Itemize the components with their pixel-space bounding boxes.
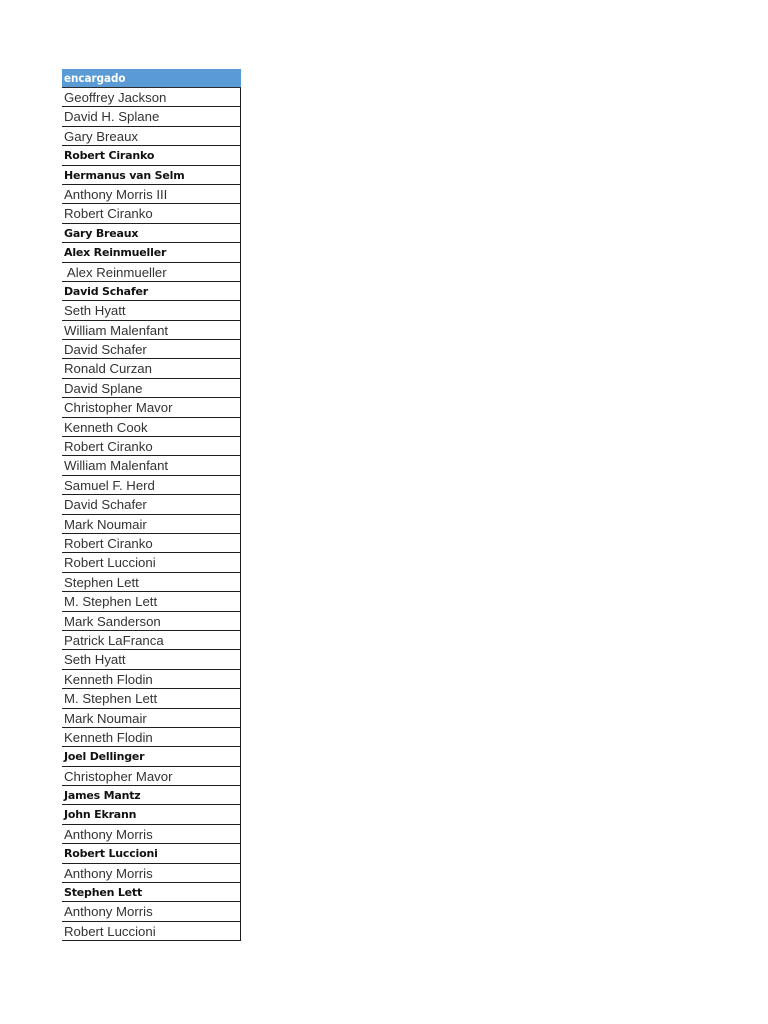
table-cell[interactable]: Anthony Morris xyxy=(62,902,241,921)
table-body xyxy=(62,88,241,941)
table-cell[interactable]: Anthony Morris xyxy=(62,864,241,883)
table-cell[interactable]: Anthony Morris xyxy=(62,825,241,844)
table-cell[interactable]: Robert Ciranko xyxy=(62,204,241,223)
table-cell[interactable]: David Schafer xyxy=(62,495,241,514)
table-cell[interactable]: Geoffrey Jackson xyxy=(62,88,241,107)
table-cell[interactable]: Samuel F. Herd xyxy=(62,476,241,495)
table-cell[interactable]: Robert Ciranko xyxy=(62,437,241,456)
table-cell[interactable]: Alex Reinmueller xyxy=(62,243,241,262)
table-cell[interactable]: Mark Sanderson xyxy=(62,612,241,631)
table-cell[interactable]: M. Stephen Lett xyxy=(62,689,241,708)
table-cell[interactable]: M. Stephen Lett xyxy=(62,592,241,611)
column-header-encargado[interactable]: encargado xyxy=(62,69,241,88)
table-cell[interactable]: Stephen Lett xyxy=(62,573,241,592)
table-cell[interactable]: Christopher Mavor xyxy=(62,767,241,786)
table-cell[interactable]: Seth Hyatt xyxy=(62,301,241,320)
table-cell[interactable]: Robert Ciranko xyxy=(62,146,241,165)
table-cell[interactable]: Ronald Curzan xyxy=(62,359,241,378)
table-cell[interactable]: Mark Noumair xyxy=(62,515,241,534)
encargado-table xyxy=(62,69,241,941)
table-cell[interactable]: Anthony Morris III xyxy=(62,185,241,204)
table-cell[interactable]: Robert Ciranko xyxy=(62,534,241,553)
table-cell[interactable]: Robert Luccioni xyxy=(62,553,241,572)
table-cell[interactable]: David Schafer xyxy=(62,282,241,301)
table-cell[interactable]: Alex Reinmueller xyxy=(62,263,241,282)
table-cell[interactable]: William Malenfant xyxy=(62,456,241,475)
table-cell[interactable]: William Malenfant xyxy=(62,321,241,340)
table-cell[interactable]: Kenneth Flodin xyxy=(62,728,241,747)
table-cell[interactable]: Christopher Mavor xyxy=(62,398,241,417)
table-cell[interactable]: Gary Breaux xyxy=(62,127,241,146)
table-cell[interactable]: Kenneth Cook xyxy=(62,418,241,437)
table-cell[interactable]: Stephen Lett xyxy=(62,883,241,902)
table-cell[interactable]: James Mantz xyxy=(62,786,241,805)
table-cell[interactable]: Robert Luccioni xyxy=(62,844,241,863)
table-cell[interactable]: Kenneth Flodin xyxy=(62,670,241,689)
table-cell[interactable]: Seth Hyatt xyxy=(62,650,241,669)
table-cell[interactable]: David Schafer xyxy=(62,340,241,359)
table-cell[interactable]: Patrick LaFranca xyxy=(62,631,241,650)
table-cell[interactable]: John Ekrann xyxy=(62,805,241,824)
table-cell[interactable]: Hermanus van Selm xyxy=(62,166,241,185)
table-cell[interactable]: Mark Noumair xyxy=(62,709,241,728)
table-cell[interactable]: Robert Luccioni xyxy=(62,922,241,941)
table-cell[interactable]: Gary Breaux xyxy=(62,224,241,243)
table-cell[interactable]: Joel Dellinger xyxy=(62,747,241,766)
table-cell[interactable]: David H. Splane xyxy=(62,107,241,126)
table-cell[interactable]: David Splane xyxy=(62,379,241,398)
